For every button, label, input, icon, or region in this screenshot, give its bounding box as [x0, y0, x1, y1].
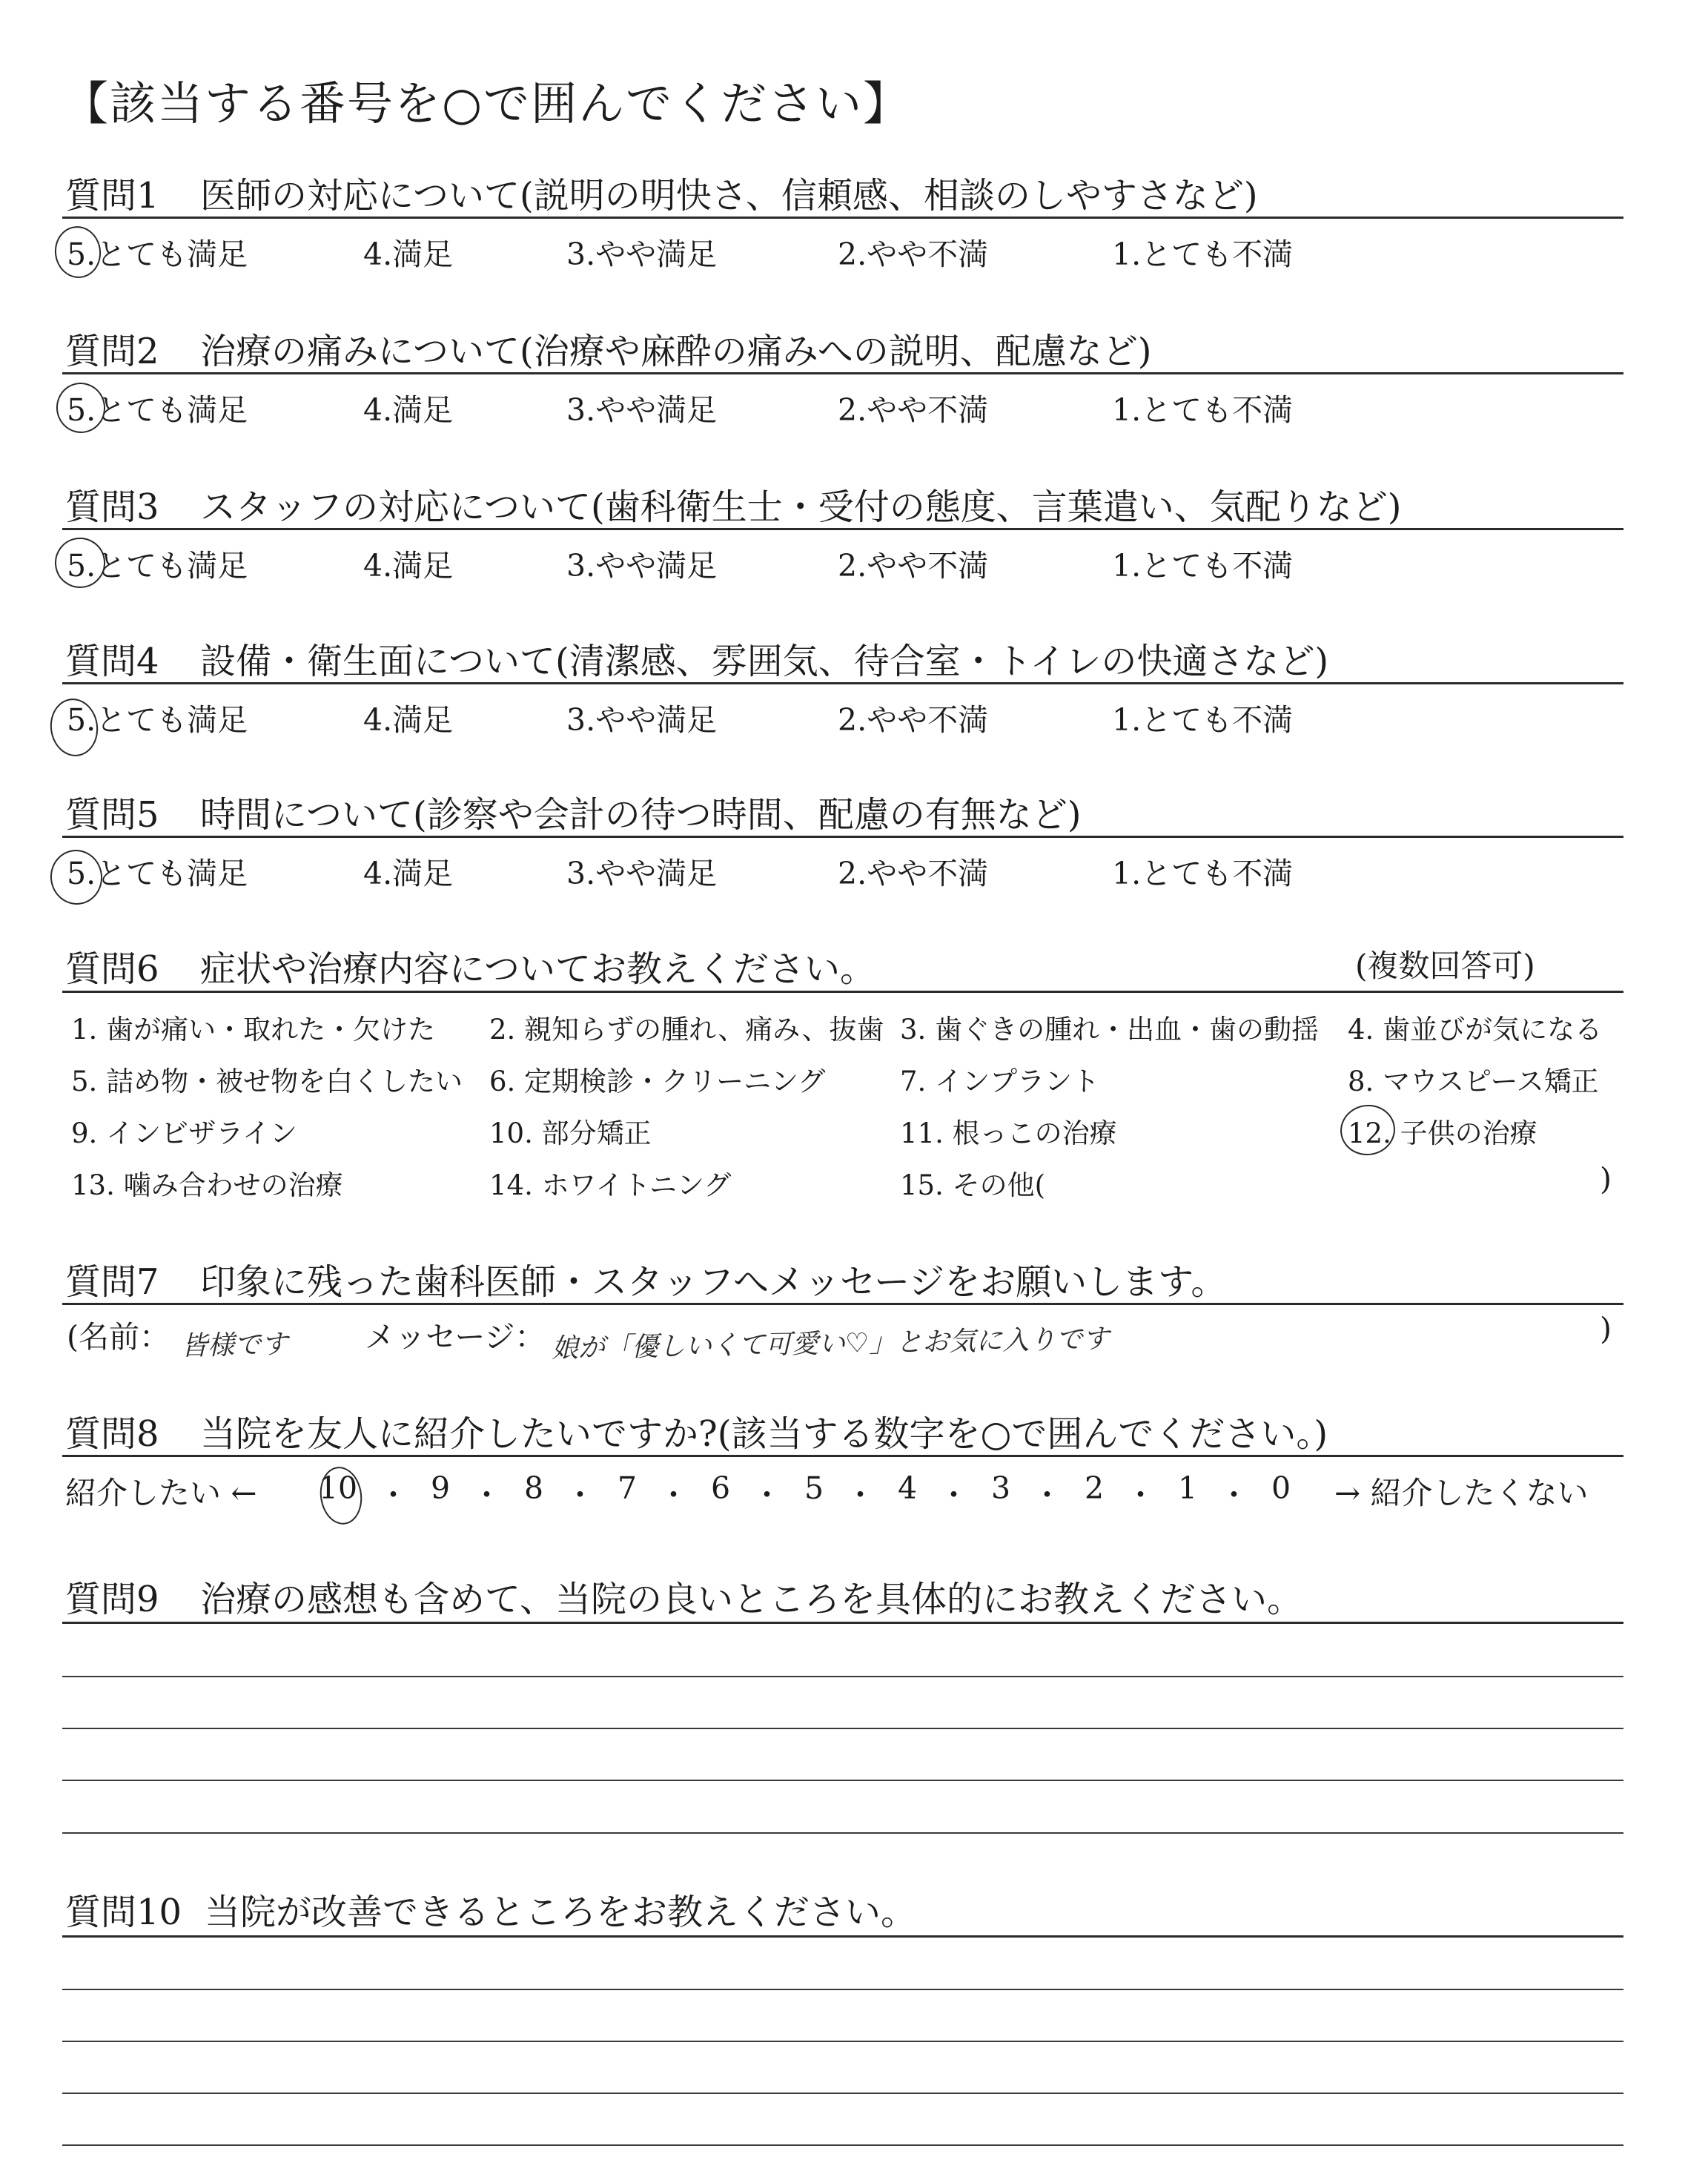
question-number: 質問7	[65, 1261, 159, 1303]
question-text: 設備・衛生面について(清潔感、雰囲気、待合室・トイレの快適さなど)	[200, 641, 1329, 682]
divider	[62, 682, 1623, 684]
question-8-title	[65, 1405, 1328, 1456]
scale-5[interactable]: 5	[804, 1470, 824, 1506]
option-2[interactable]: 2.やや不満	[838, 548, 989, 584]
scale-separator: ・	[378, 1477, 408, 1513]
divider	[62, 1622, 1623, 1624]
answer-line[interactable]	[62, 1780, 1623, 1781]
scale-separator: ・	[565, 1477, 595, 1513]
scale-4[interactable]: 4	[897, 1470, 918, 1506]
divider	[62, 991, 1623, 993]
message-close-paren: )	[1600, 1311, 1612, 1347]
question-text: 治療の痛みについて(治療や麻酔の痛みへの説明、配慮など)	[200, 331, 1152, 372]
multiple-answers-note: (複数回答可)	[1355, 948, 1535, 984]
question-number: 質問8	[65, 1413, 159, 1455]
scale-separator: ・	[752, 1477, 782, 1513]
page-title: 【該当する番号を○で囲んでください】	[62, 76, 911, 131]
option-4[interactable]: 4.満足	[363, 548, 454, 584]
question-text: 印象に残った歯科医師・スタッフへメッセージをお願いします。	[200, 1261, 1227, 1303]
option-1[interactable]: 1.とても不満	[1112, 856, 1294, 891]
option-1[interactable]: 1.とても不満	[1112, 392, 1294, 428]
question-1-title	[65, 167, 1258, 218]
scale-10[interactable]: 10	[318, 1470, 358, 1506]
divider	[62, 528, 1623, 530]
question-3-title	[65, 478, 1402, 529]
option-5[interactable]: 5.とても満足	[67, 702, 248, 738]
question-text: スタッフの対応について(歯科衛生士・受付の態度、言葉遣い、気配りなど)	[200, 486, 1402, 528]
question-text: 医師の対応について(説明の明快さ、信頼感、相談のしやすさなど)	[200, 175, 1258, 217]
option-5[interactable]: 5.とても満足	[67, 856, 248, 891]
option-4[interactable]: 4.満足	[363, 856, 454, 891]
name-label: (名前：	[67, 1319, 170, 1355]
option-2[interactable]: 2. 親知らずの腫れ、痛み、抜歯	[489, 1014, 884, 1046]
answer-line[interactable]	[62, 1989, 1623, 1990]
scale-separator: ・	[939, 1477, 969, 1513]
question-7-title	[65, 1253, 1226, 1304]
scale-9[interactable]: 9	[430, 1470, 451, 1506]
answer-line[interactable]	[62, 1832, 1623, 1834]
divider	[62, 1455, 1623, 1457]
option-4[interactable]: 4. 歯並びが気になる	[1348, 1014, 1603, 1046]
option-6[interactable]: 6. 定期検診・クリーニング	[489, 1066, 826, 1097]
option-1[interactable]: 1.とても不満	[1112, 548, 1294, 584]
option-15[interactable]: 15. その他(	[900, 1169, 1046, 1201]
option-5[interactable]: 5.とても満足	[67, 392, 248, 428]
question-number: 質問9	[65, 1579, 159, 1620]
divider	[62, 1303, 1623, 1305]
scale-2[interactable]: 2	[1084, 1470, 1105, 1506]
question-number: 質問1	[65, 175, 159, 217]
option-3[interactable]: 3.やや満足	[566, 392, 718, 428]
scale-separator: ・	[845, 1477, 875, 1513]
divider	[62, 372, 1623, 374]
question-number: 質問5	[65, 794, 159, 836]
other-close-paren: )	[1600, 1161, 1612, 1197]
question-9-title	[65, 1571, 1302, 1622]
option-3[interactable]: 3.やや満足	[566, 548, 718, 584]
scale-1[interactable]: 1	[1177, 1470, 1198, 1506]
question-5-title	[65, 786, 1082, 837]
recommend-right-label: → 紹介したくない	[1334, 1475, 1589, 1511]
question-10-title	[65, 1883, 916, 1935]
option-3[interactable]: 3.やや満足	[566, 702, 718, 738]
option-10[interactable]: 10. 部分矯正	[489, 1117, 652, 1149]
name-handwritten[interactable]: 皆様です	[180, 1329, 288, 1362]
option-2[interactable]: 2.やや不満	[838, 856, 989, 891]
question-text: 時間について(診察や会計の待つ時間、配慮の有無など)	[200, 794, 1082, 836]
scale-separator: ・	[658, 1477, 689, 1513]
message-handwritten[interactable]: 娘が「優しいくて可愛い♡」とお気に入りです	[551, 1324, 1110, 1364]
answer-line[interactable]	[62, 2144, 1623, 2146]
divider	[62, 1935, 1623, 1938]
answer-line[interactable]	[62, 1728, 1623, 1729]
option-7[interactable]: 7. インプラント	[900, 1066, 1100, 1097]
question-number: 質問2	[65, 331, 159, 372]
answer-line[interactable]	[62, 2093, 1623, 2094]
answer-line[interactable]	[62, 1676, 1623, 1677]
question-4-title	[65, 633, 1328, 684]
question-text: 症状や治療内容についてお教えください。	[200, 948, 876, 990]
message-label: メッセージ：	[365, 1319, 546, 1355]
question-2-title	[65, 323, 1152, 374]
scale-separator: ・	[1032, 1477, 1062, 1513]
answer-line[interactable]	[62, 2041, 1623, 2042]
option-13[interactable]: 13. 噛み合わせの治療	[71, 1169, 343, 1201]
option-12[interactable]: 12. 子供の治療	[1348, 1117, 1537, 1149]
scale-3[interactable]: 3	[990, 1470, 1011, 1506]
divider	[62, 836, 1623, 838]
scale-7[interactable]: 7	[617, 1470, 638, 1506]
question-text: 当院が改善できるところをお教えください。	[205, 1892, 917, 1933]
question-text: 治療の感想も含めて、当院の良いところを具体的にお教えください。	[200, 1579, 1303, 1620]
scale-8[interactable]: 8	[523, 1470, 544, 1506]
scale-0[interactable]: 0	[1271, 1470, 1291, 1506]
option-9[interactable]: 9. インビザライン	[71, 1117, 297, 1149]
option-3[interactable]: 3.やや満足	[566, 237, 718, 272]
option-2[interactable]: 2.やや不満	[838, 392, 989, 428]
option-2[interactable]: 2.やや不満	[838, 237, 989, 272]
question-number: 質問4	[65, 641, 159, 682]
recommend-left-label: 紹介したい ←	[65, 1475, 257, 1511]
question-number: 質問10	[65, 1892, 182, 1933]
option-1[interactable]: 1. 歯が痛い・取れた・欠けた	[71, 1014, 436, 1046]
scale-separator: ・	[1125, 1477, 1156, 1513]
question-6-title	[65, 940, 875, 991]
option-5[interactable]: 5.とても満足	[67, 237, 248, 272]
option-11[interactable]: 11. 根っこの治療	[900, 1117, 1117, 1149]
option-4[interactable]: 4.満足	[363, 237, 454, 272]
question-text: 当院を友人に紹介したいですか?(該当する数字を○で囲んでください。)	[200, 1413, 1328, 1455]
scale-separator: ・	[471, 1477, 502, 1513]
option-8[interactable]: 8. マウスピース矯正	[1348, 1066, 1599, 1097]
option-5[interactable]: 5.とても満足	[67, 548, 248, 584]
option-2[interactable]: 2.やや不満	[838, 702, 989, 738]
option-1[interactable]: 1.とても不満	[1112, 702, 1294, 738]
option-4[interactable]: 4.満足	[363, 702, 454, 738]
scale-6[interactable]: 6	[710, 1470, 731, 1506]
question-number: 質問6	[65, 948, 159, 990]
option-4[interactable]: 4.満足	[363, 392, 454, 428]
option-14[interactable]: 14. ホワイトニング	[489, 1169, 732, 1201]
scale-separator: ・	[1219, 1477, 1249, 1513]
divider	[62, 217, 1623, 219]
option-3[interactable]: 3. 歯ぐきの腫れ・出血・歯の動揺	[900, 1014, 1320, 1046]
option-3[interactable]: 3.やや満足	[566, 856, 718, 891]
option-1[interactable]: 1.とても不満	[1112, 237, 1294, 272]
option-5[interactable]: 5. 詰め物・被せ物を白くしたい	[71, 1066, 463, 1097]
question-number: 質問3	[65, 486, 159, 528]
